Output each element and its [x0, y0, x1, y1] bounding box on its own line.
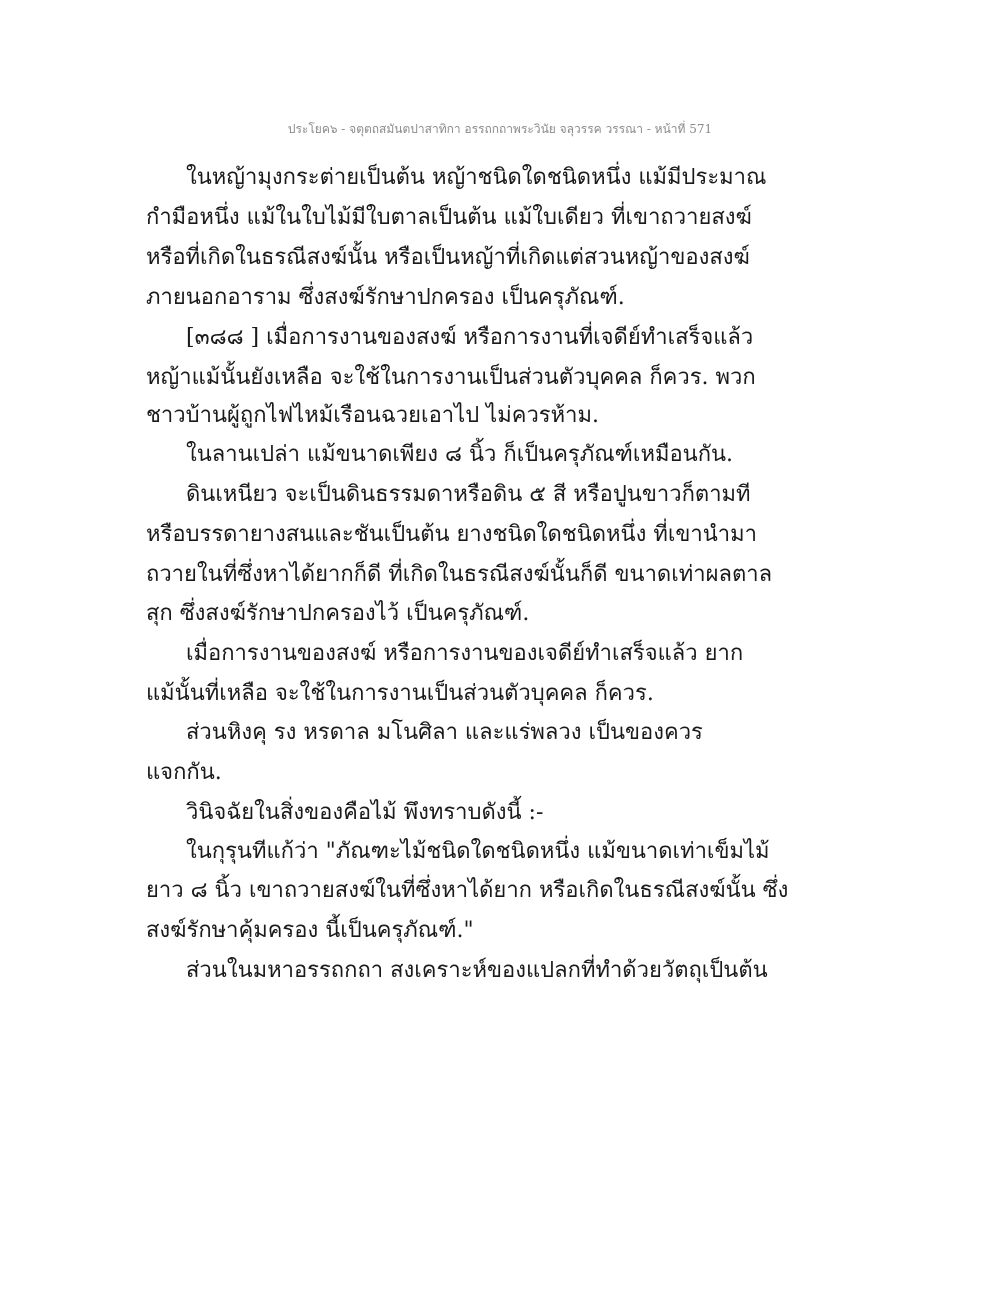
- text-line: เมื่อการงานของสงฆ์ หรือการงานของเจดีย์ทำเสร็จแล้ว ยาก: [186, 641, 744, 666]
- text-line: ภายนอกอาราม ซึ่งสงฆ์รักษาปกครอง เป็นครุภัณฑ์.: [146, 285, 625, 310]
- text-line: สงฆ์รักษาคุ้มครอง นี้เป็นครุภัณฑ์.": [146, 918, 474, 943]
- text-line: ส่วนในมหาอรรถกถา สงเคราะห์ของแปลกที่ทำด้วยวัตถุเป็นต้น: [186, 958, 768, 983]
- text-line: กำมือหนึ่ง แม้ในใบไม้มีใบตาลเป็นต้น แม้ใบเดียว ที่เขาถวายสงฆ์: [146, 205, 752, 230]
- text-line: แม้นั้นที่เหลือ จะใช้ในการงานเป็นส่วนตัวบุคคล ก็ควร.: [146, 681, 654, 706]
- text-line: สุก ซึ่งสงฆ์รักษาปกครองไว้ เป็นครุภัณฑ์.: [146, 601, 530, 626]
- text-line: ส่วนหิงคุ รง หรดาล มโนศิลา และแร่พลวง เป็นของควร: [186, 720, 703, 745]
- text-line: ในลานเปล่า แม้ขนาดเพียง ๘ นิ้ว ก็เป็นครุภัณฑ์เหมือนกัน.: [186, 442, 734, 467]
- text-line: ถวายในที่ซึ่งหาได้ยากก็ดี ที่เกิดในธรณีสงฆ์นั้นก็ดี ขนาดเท่าผลตาล: [146, 562, 773, 587]
- text-line: ในหญ้ามุงกระต่ายเป็นต้น หญ้าชนิดใดชนิดหนึ่ง แม้มีประมาณ: [186, 165, 767, 190]
- text-line: [๓๘๘ ] เมื่อการงานของสงฆ์ หรือการงานที่เจดีย์ทำเสร็จแล้ว: [186, 325, 754, 350]
- text-line: หรือบรรดายางสนและชันเป็นต้น ยางชนิดใดชนิดหนึ่ง ที่เขานำมา: [146, 522, 757, 547]
- text-line: หญ้าแม้นั้นยังเหลือ จะใช้ในการงานเป็นส่วนตัวบุคคล ก็ควร. พวก: [146, 365, 756, 390]
- text-line: ยาว ๘ นิ้ว เขาถวายสงฆ์ในที่ซึ่งหาได้ยาก หรือเกิดในธรณีสงฆ์นั้น ซึ่ง: [146, 878, 789, 903]
- text-line: ชาวบ้านผู้ถูกไฟไหม้เรือนฉวยเอาไป ไม่ควรห้าม.: [146, 403, 599, 428]
- text-line: ในกุรุนทีแก้ว่า "ภัณฑะไม้ชนิดใดชนิดหนึ่ง แม้ขนาดเท่าเข็มไม้: [186, 839, 770, 864]
- text-line: หรือที่เกิดในธรณีสงฆ์นั้น หรือเป็นหญ้าที่เกิดแต่สวนหญ้าของสงฆ์: [146, 245, 750, 270]
- text-line: แจกกัน.: [146, 760, 222, 785]
- text-line: ดินเหนียว จะเป็นดินธรรมดาหรือดิน ๕ สี หรือปูนขาวก็ตามที: [186, 482, 751, 507]
- text-line: วินิจฉัยในสิ่งของคือไม้ พึงทราบดังนี้ :-: [186, 800, 544, 825]
- page-header: ประโยค๖ - จตุตถสมันตปาสาทิกา อรรถกถาพระวินัย จลุวรรค วรรณา - หน้าที่ 571: [287, 122, 713, 136]
